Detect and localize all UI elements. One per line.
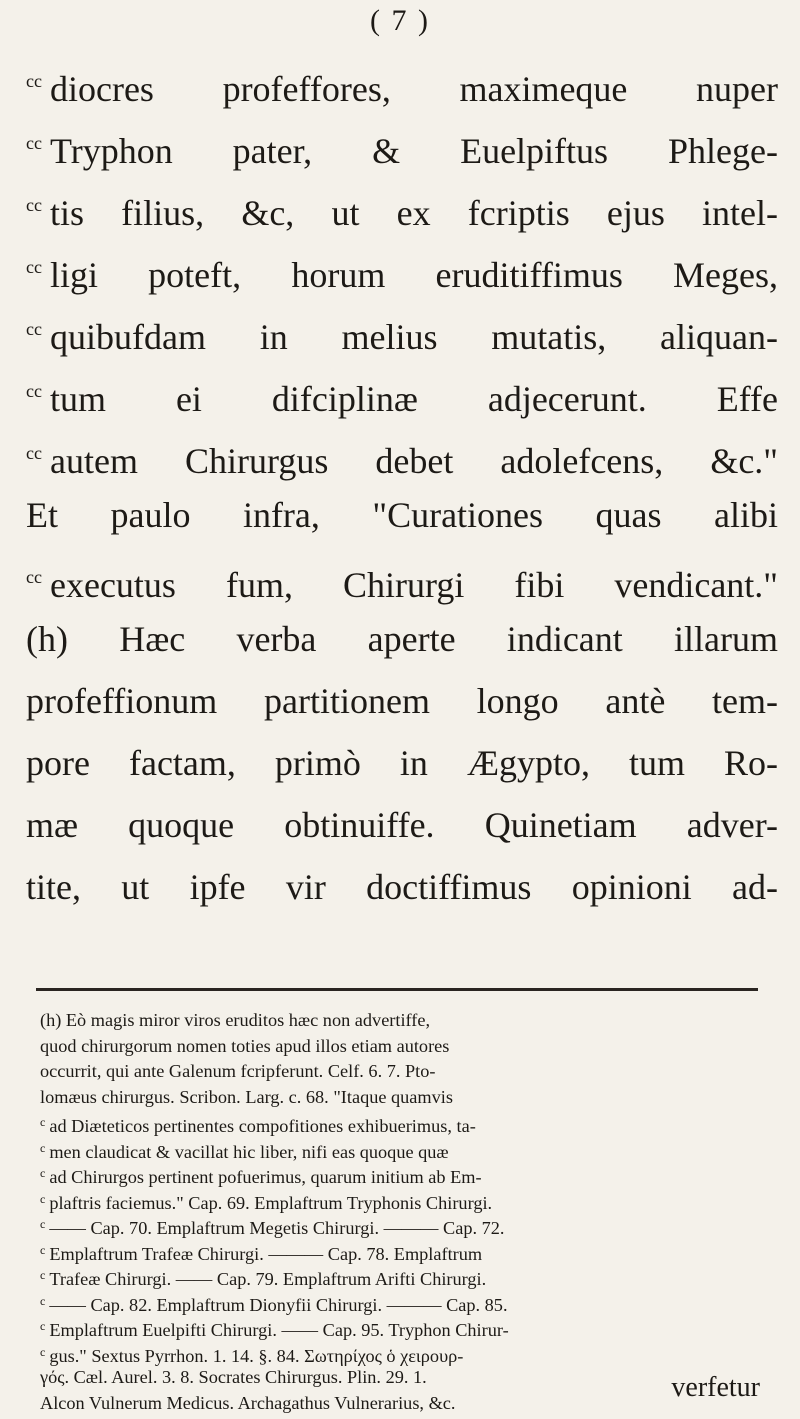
text-line [26,670,778,732]
quote-mark: cc [26,71,42,91]
quote-mark: c [40,1268,46,1282]
quote-mark: cc [26,381,42,401]
footnote-line-text: —— Cap. 82. Emplaftrum Dionyfii Chirurgi. ——— Cap. 85. [49,1294,508,1315]
footnote-line [40,1110,762,1136]
footnote-line [40,1238,762,1264]
footnote-line [40,1008,762,1034]
footnote-line-text: plaftris faciemus." Cap. 69. Emplaftrum Tryphonis Chirurgi. [49,1192,493,1213]
text-line-text: profeffionum partitionem longo antè tem- [26,681,778,721]
footnote-line [40,1085,762,1111]
footnote-line-text: Emplaftrum Trafeæ Chirurgi. ——— Cap. 78. Emplaftrum [49,1243,483,1264]
footnote-line [40,1314,762,1340]
text-line [26,546,778,608]
footnote-block [40,1008,762,1416]
footnote-line-text: γός. Cæl. Aurel. 3. 8. Socrates Chirurgus. Plin. 29. 1. [40,1367,427,1387]
footnote-line-text: —— Cap. 70. Emplaftrum Megetis Chirurgi. ——— Cap. 72. [49,1218,505,1238]
text-line-text: executus fum, Chirurgi fibi vendicant." [49,565,778,605]
footnote-line [40,1034,762,1060]
text-line [26,794,778,856]
text-line [26,422,778,484]
text-line-text: Et paulo infra, "Curationes quas alibi [26,495,778,535]
footnote-line [40,1059,762,1085]
quote-mark: c [40,1293,46,1308]
text-line [26,856,778,918]
text-line-text: Tryphon pater, & Euelpiftus Phlege- [49,131,778,171]
text-line [26,50,778,112]
quote-mark: c [40,1140,46,1155]
quote-mark: cc [26,319,42,339]
quote-mark: cc [26,567,42,587]
text-line-text: pore factam, primò in Ægypto, tum Ro- [26,743,778,783]
text-line-text: (h) Hæc verba aperte indicant illarum [26,619,778,659]
text-line-text: diocres profeffores, maximeque nuper [49,69,778,109]
quote-mark: cc [26,195,42,215]
quote-mark: c [40,1191,46,1206]
quote-mark: c [40,1217,46,1231]
main-text-block [26,50,778,918]
text-line [26,360,778,422]
footnote-line [40,1391,762,1417]
footnote-line-text: ad Chirurgos pertinent pofuerimus, quarum initium ab Em- [49,1167,482,1187]
text-line [26,608,778,670]
footnote-line-text: lomæus chirurgus. Scribon. Larg. c. 68. "Itaque quamvis [40,1086,453,1107]
text-line-text: tis filius, &c, ut ex fcriptis ejus intel- [49,193,778,233]
footnote-line-text: Alcon Vulnerum Medicus. Archagathus Vulnerarius, &c. [40,1392,456,1413]
quote-mark: c [40,1115,46,1129]
footnote-line [40,1263,762,1289]
footnote-line [40,1289,762,1315]
text-line [26,174,778,236]
footnote-line-text: occurrit, qui ante Galenum fcripferunt. Celf. 6. 7. Pto- [40,1061,436,1081]
text-line-text: tum ei difciplinæ adjecerunt. Effe [49,379,778,419]
quote-mark: c [40,1344,46,1359]
footnote-line-text: gus." Sextus Pyrrhon. 1. 14. §. 84. Σωτηρίχος ὁ χειρουρ- [49,1345,464,1366]
catchword: verfetur [671,1372,760,1403]
footnote-line [40,1365,762,1391]
text-line-text: mæ quoque obtinuiffe. Quinetiam adver- [26,805,778,845]
text-line [26,732,778,794]
footnote-line-text: Trafeæ Chirurgi. —— Cap. 79. Emplaftrum Arifti Chirurgi. [49,1269,487,1289]
footnote-divider [36,988,758,991]
footnote-line-text: ad Diæteticos pertinentes compofitiones exhibuerimus, ta- [49,1116,476,1136]
footnote-line-text: Emplaftrum Euelpifti Chirurgi. —— Cap. 95. Tryphon Chirur- [49,1320,509,1340]
text-line [26,112,778,174]
text-line-text: ligi poteft, horum eruditiffimus Meges, [49,255,778,295]
quote-mark: c [40,1319,46,1333]
text-line-text: autem Chirurgus debet adolefcens, &c." [49,441,778,481]
quote-mark: cc [26,133,42,153]
page-number: ( 7 ) [370,4,430,37]
footnote-line [40,1187,762,1213]
quote-mark: cc [26,257,42,277]
text-line-text: tite, ut ipfe vir doctiffimus opinioni ad- [26,867,778,907]
quote-mark: cc [26,443,42,463]
footnote-line-text: men claudicat & vacillat hic liber, nifi eas quoque quæ [49,1141,449,1162]
footnote-line [40,1212,762,1238]
text-line [26,236,778,298]
footnote-line [40,1340,762,1366]
footnote-line [40,1136,762,1162]
text-line [26,484,778,546]
quote-mark: c [40,1166,46,1180]
footnote-line [40,1161,762,1187]
footnote-line-text: quod chirurgorum nomen toties apud illos etiam autores [40,1035,450,1056]
text-line-text: quibufdam in melius mutatis, aliquan- [49,317,778,357]
footnote-line-text: (h) Eò magis miror viros eruditos hæc non advertiffe, [40,1010,431,1030]
text-line [26,298,778,360]
quote-mark: c [40,1242,46,1257]
